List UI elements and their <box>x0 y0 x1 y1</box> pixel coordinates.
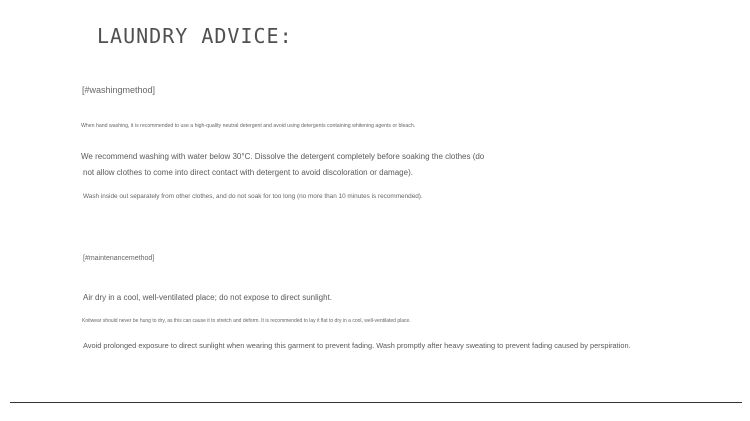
washing-method-tag: [#washingmethod] <box>82 85 156 95</box>
knitwear-note: Knitwear should never be hung to dry, as this can cause it to stretch and deform. It is recommended to lay it flat to dry in a cool, well-ventilated place. <box>82 318 411 324</box>
page-title: LAUNDRY ADVICE: <box>97 24 293 48</box>
inside-out-note: Wash inside out separately from other clothes, and do not soak for too long (no more than 10 minutes is recommended). <box>83 193 423 200</box>
footer-divider <box>10 402 742 403</box>
air-dry-instruction: Air dry in a cool, well-ventilated place; do not expose to direct sunlight. <box>83 293 333 302</box>
hand-wash-note: When hand washing, it is recommended to use a high-quality neutral detergent and avoid using detergents containing whitening agents or bleach. <box>81 123 416 129</box>
washing-instruction-line-1: We recommend washing with water below 30°C. Dissolve the detergent completely before soaking the clothes (do <box>81 152 485 161</box>
maintenance-method-tag: [#maintenancemethod] <box>83 255 155 262</box>
washing-instruction-line-2: not allow clothes to come into direct contact with detergent to avoid discoloration or damage). <box>83 168 413 177</box>
sunlight-fading-note: Avoid prolonged exposure to direct sunlight when wearing this garment to prevent fading. Wash promptly after heavy sweating to prevent fading caused by perspiration. <box>83 341 631 350</box>
